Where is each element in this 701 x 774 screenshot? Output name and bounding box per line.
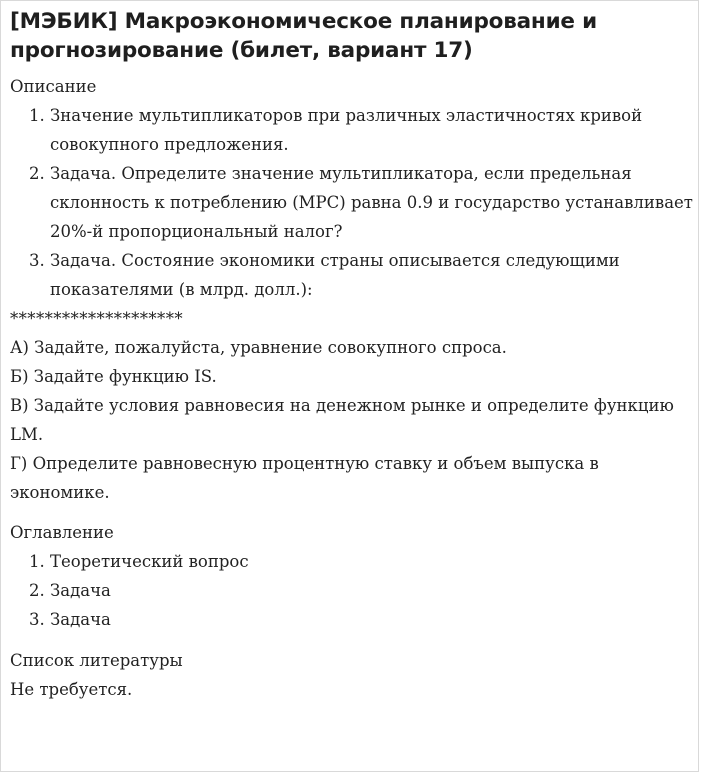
references-label: Список литературы <box>10 651 183 670</box>
page-title: [МЭБИК] Макроэкономическое планирование и прогнозирование (билет, вариант 17) <box>10 9 597 63</box>
separator: ******************** <box>10 309 183 328</box>
references-text: Не требуется. <box>10 680 133 699</box>
description-label: Описание <box>10 77 97 96</box>
document-content <box>10 7 694 704</box>
toc-item: 2. Задача <box>50 576 694 605</box>
question-b: Б) Задайте функцию IS. <box>10 367 217 386</box>
description-item: 3. Задача. Состояние экономики страны описывается следующими показателями (в млрд. долл.): <box>50 246 694 304</box>
question-d: Г) Определите равновесную процентную ставку и объем выпуска в экономике. <box>10 454 599 502</box>
description-list <box>10 101 694 304</box>
toc-item: 1. Теоретический вопрос <box>50 547 694 576</box>
toc-list <box>10 547 694 634</box>
question-a: А) Задайте, пожалуйста, уравнение совокупного спроса. <box>10 338 507 357</box>
toc-label: Оглавление <box>10 523 114 542</box>
description-item: 2. Задача. Определите значение мультипликатора, если предельная склонность к потреблению (MPC) равна 0.9 и государство устанавливает 20%-й пропорциональный налог? <box>50 159 694 246</box>
description-item: 1. Значение мультипликаторов при различных эластичностях кривой совокупного предложения. <box>50 101 694 159</box>
question-c: В) Задайте условия равновесия на денежном рынке и определите функцию LM. <box>10 396 674 444</box>
toc-item: 3. Задача <box>50 605 694 634</box>
